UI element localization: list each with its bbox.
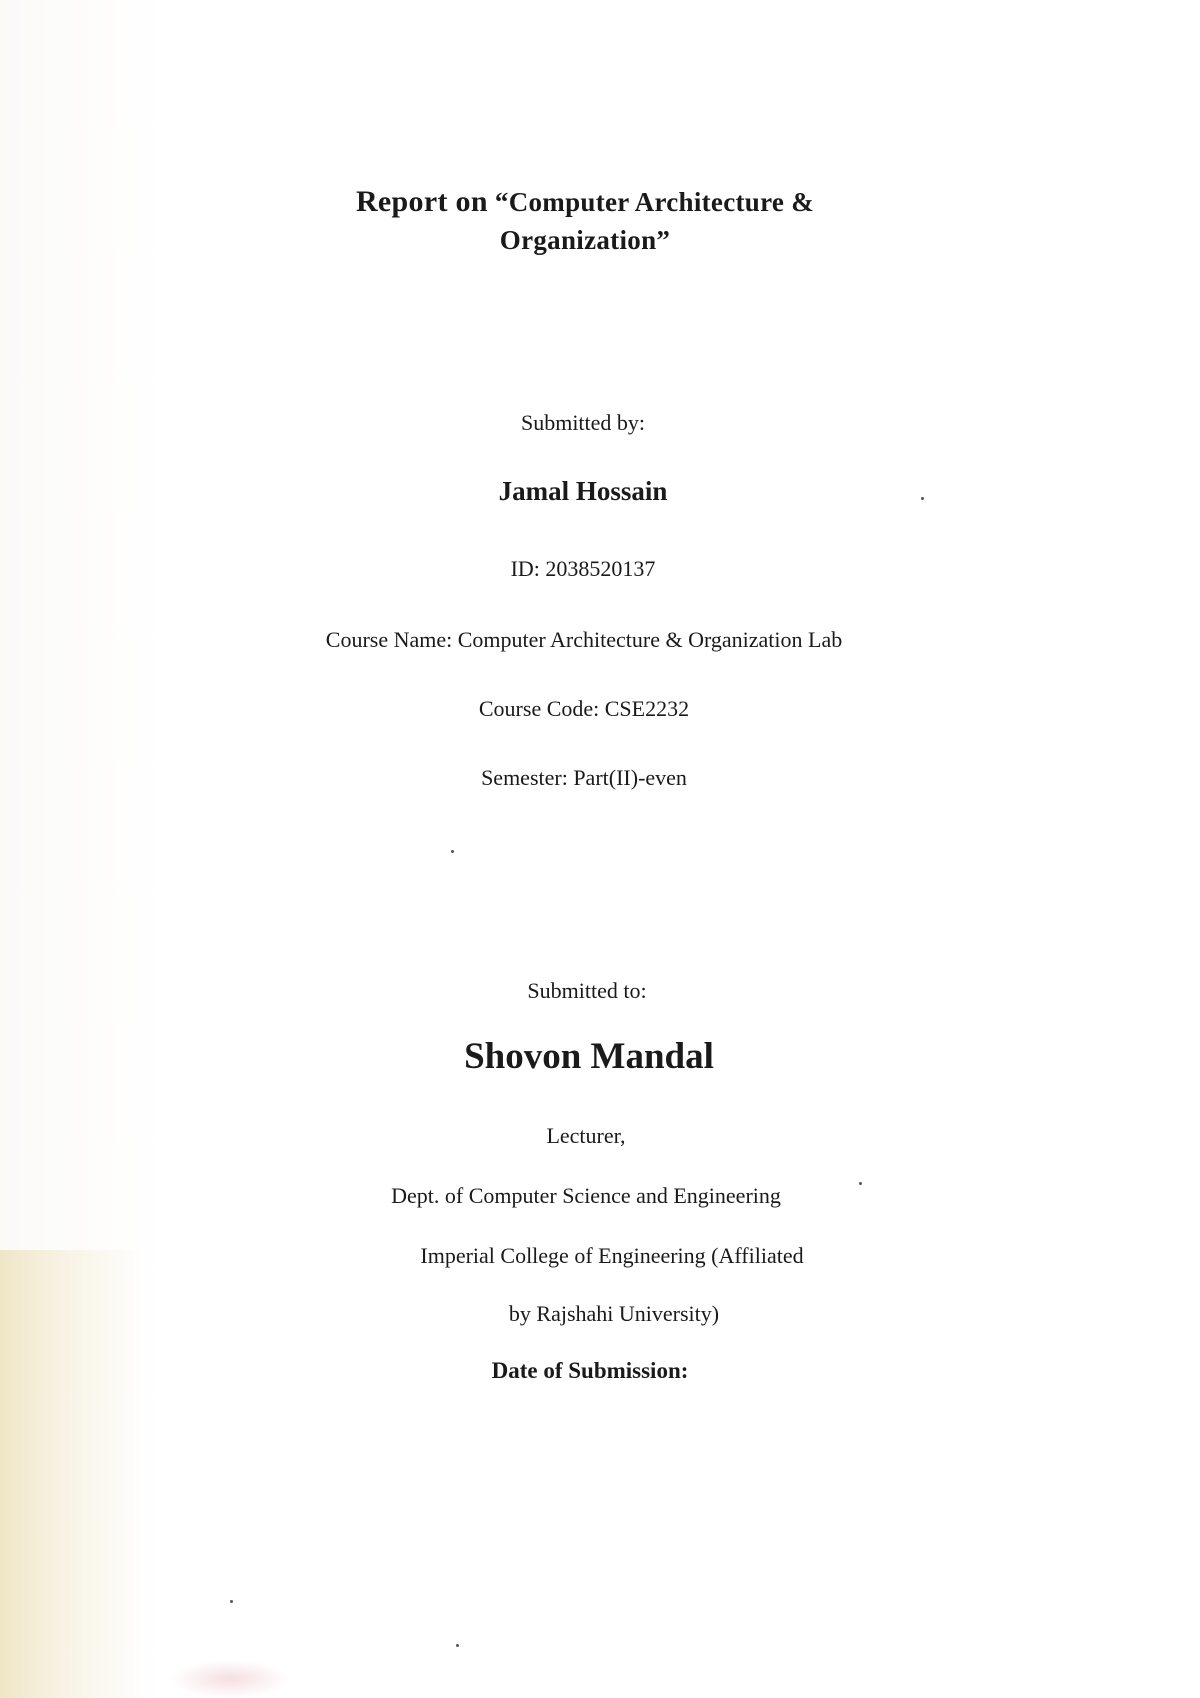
paper-speck: [230, 1600, 233, 1603]
paper-speck: [859, 1182, 862, 1185]
submitted-to-label: Submitted to:: [527, 978, 647, 1003]
course-name: Course Name: Computer Architecture & Organization Lab: [325, 627, 843, 652]
report-title-line1: [356, 185, 814, 219]
student-name: Jamal Hossain: [498, 476, 668, 506]
student-id: ID: 2038520137: [510, 556, 656, 581]
course-code: Course Code: CSE2232: [478, 696, 690, 721]
paper-edge-stain: [0, 1250, 145, 1698]
report-title-line2: Organization”: [499, 225, 671, 255]
institution-line2: by Rajshahi University): [508, 1301, 720, 1326]
report-title-prefix: Report on: [355, 185, 488, 218]
report-title-text: “Computer Architecture &: [494, 187, 815, 217]
submitted-by-label: Submitted by:: [520, 410, 646, 435]
paper-bottom-stain: [170, 1660, 290, 1698]
teacher-designation: Lecturer,: [546, 1123, 626, 1148]
semester: Semester: Part(II)-even: [481, 765, 687, 790]
paper-speck: [921, 497, 924, 500]
paper-speck: [451, 850, 454, 853]
department: Dept. of Computer Science and Engineering: [391, 1183, 781, 1208]
teacher-name: Shovon Mandal: [464, 1036, 714, 1077]
institution-line1: Imperial College of Engineering (Affiliated: [420, 1243, 804, 1268]
paper-speck: [456, 1644, 459, 1647]
date-of-submission-label: Date of Submission:: [491, 1358, 689, 1383]
